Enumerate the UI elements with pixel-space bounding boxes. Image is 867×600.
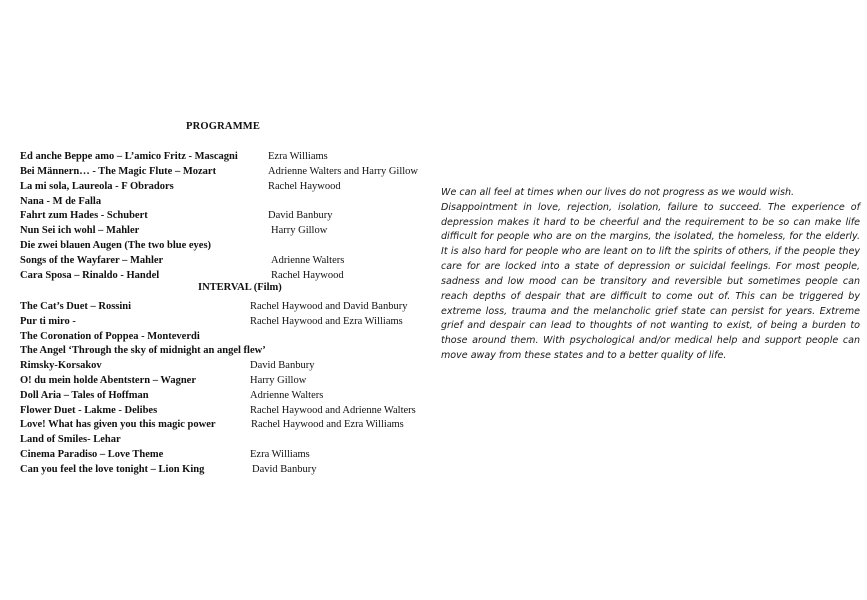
- performer-name: Ezra Williams: [250, 449, 310, 460]
- performer-name: Rachel Haywood and Ezra Williams: [251, 419, 404, 431]
- piece-title: O! du mein holde Abentstern – Wagner: [20, 375, 196, 386]
- piece-title: Pur ti miro -: [20, 315, 76, 327]
- piece-title: Flower Duet - Lakme - Delibes: [20, 404, 158, 416]
- piece-title: Land of Smiles- Lehar: [20, 434, 121, 446]
- essay-opening: We can all feel at times when our lives do not progress as we would wish.: [441, 187, 795, 198]
- performer-name: Ezra Williams: [268, 151, 328, 162]
- piece-title: Songs of the Wayfarer – Mahler: [20, 254, 164, 266]
- essay-text: [441, 186, 860, 364]
- performer-name: Adrienne Walters and Harry Gillow: [268, 165, 418, 177]
- programme-title: PROGRAMME: [186, 121, 261, 132]
- piece-title: Can you feel the love tonight – Lion King: [20, 463, 205, 475]
- piece-title: Fahrt zum Hades - Schubert: [20, 210, 148, 222]
- performer-name: Rachel Haywood and David Banbury: [250, 301, 408, 312]
- piece-title: Cinema Paradiso – Love Theme: [20, 449, 164, 460]
- essay-body: Disappointment in love, rejection, isolation, failure to succeed. The experience of depression makes it hard to be cheerful and the requirement to be so can make life difficult for people who are on the margins, the isolated, the homeless, for the elderly. It is also hard for people who are leant on to lift the spirits of others, if the people they care for are locked into a state of depression or suicidal feelings. For most people, sadness and low mood can be transitory and reversible but sometimes people can reach depths of despair that are difficult to come out of. This can be triggered by extreme loss, trauma and the melancholic grief state can persist for years. Extreme grief and despair can lead to thoughts of not wanting to exist, of being a burden to those around them. With psychological and/or medical help and support people can move away from these states and to a better quality of life.: [441, 201, 860, 361]
- performer-name: Rachel Haywood: [268, 180, 341, 192]
- piece-title: La mi sola, Laureola - F Obradors: [20, 180, 174, 192]
- performer-name: Rachel Haywood and Ezra Williams: [250, 315, 403, 327]
- performer-name: Harry Gillow: [271, 225, 328, 237]
- interval-heading: INTERVAL (Film): [198, 282, 282, 293]
- performer-name: David Banbury: [252, 463, 317, 475]
- piece-title: Rimsky-Korsakov: [20, 360, 102, 372]
- piece-title: Nun Sei ich wohl – Mahler: [20, 225, 140, 237]
- piece-title: Nana - M de Falla: [20, 195, 102, 207]
- piece-title: Doll Aria – Tales of Hoffman: [20, 389, 149, 401]
- piece-title: Cara Sposa – Rinaldo - Handel: [20, 269, 160, 281]
- performer-name: Rachel Haywood: [271, 269, 344, 281]
- piece-title: Love! What has given you this magic power: [20, 419, 216, 431]
- performer-name: Adrienne Walters: [250, 389, 324, 401]
- piece-title: The Cat’s Duet – Rossini: [20, 301, 132, 312]
- piece-title: Bei Männern… - The Magic Flute – Mozart: [20, 165, 217, 177]
- performer-name: David Banbury: [268, 210, 333, 222]
- piece-title: The Coronation of Poppea - Monteverdi: [20, 330, 200, 342]
- performer-name: Adrienne Walters: [271, 254, 345, 266]
- performer-name: Rachel Haywood and Adrienne Walters: [250, 404, 416, 416]
- performer-name: David Banbury: [250, 360, 315, 372]
- piece-title: The Angel ‘Through the sky of midnight an angel flew’: [20, 345, 266, 357]
- performer-name: Harry Gillow: [250, 375, 307, 386]
- piece-title: Ed anche Beppe amo – L’amico Fritz - Mascagni: [20, 151, 238, 162]
- piece-title: Die zwei blauen Augen (The two blue eyes): [20, 240, 212, 252]
